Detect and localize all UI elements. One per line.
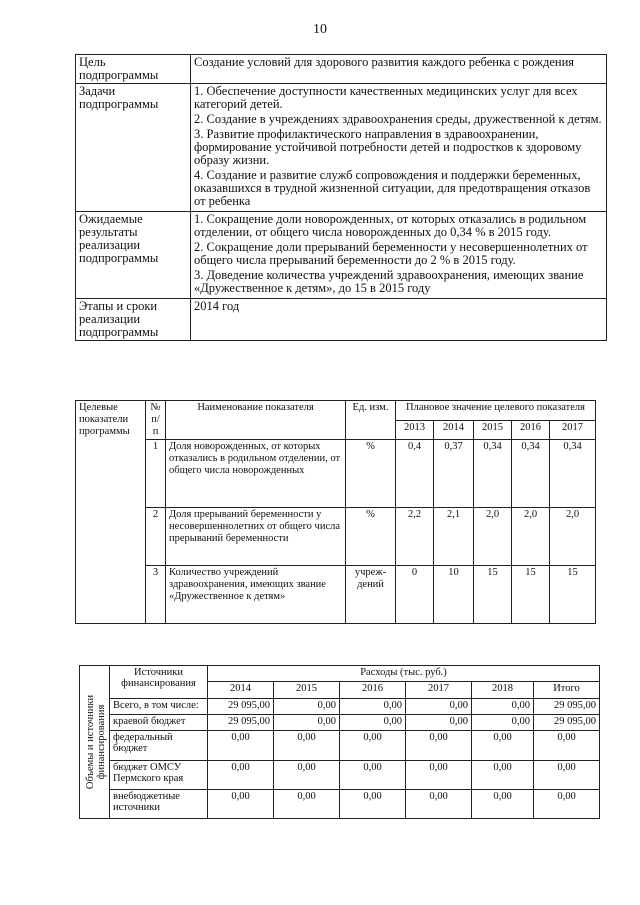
source-name: внебюджетные источники <box>110 789 208 818</box>
expense-value: 0,00 <box>340 715 406 731</box>
expense-value: 29 095,00 <box>208 698 274 714</box>
finance-side-label: Объемы и источники финансирования <box>85 694 107 790</box>
col-number-header: № п/п <box>146 401 166 440</box>
expense-total: 0,00 <box>534 760 600 789</box>
task-item: 4. Создание и развитие служб сопровождения и поддержки беременных, оказавшихся в трудной жизненной ситуации, для предотвращения отказов от ребенка <box>194 168 591 208</box>
page-number: 10 <box>313 22 327 37</box>
expense-value: 0,00 <box>208 731 274 760</box>
expense-value: 0,00 <box>340 698 406 714</box>
year-header: 2016 <box>512 420 550 440</box>
expense-value: 0,00 <box>274 731 340 760</box>
expense-value: 0,00 <box>340 760 406 789</box>
result-item: 1. Сокращение доли новорожденных, от которых отказались в родильном отделении, от общего числа новорожденных до 0,34 % в 2015 году. <box>194 212 587 239</box>
indicator-row <box>76 566 596 624</box>
expense-value: 0,00 <box>340 789 406 818</box>
expense-total: 29 095,00 <box>534 698 600 714</box>
indicator-value: 15 <box>512 566 550 624</box>
finance-row <box>80 731 600 760</box>
expense-value: 0,00 <box>406 760 472 789</box>
col-expenses-header: Расходы (тыс. руб.) <box>208 666 600 682</box>
expense-value: 29 095,00 <box>208 715 274 731</box>
indicator-value: 15 <box>550 566 596 624</box>
subprogram-passport-table <box>75 54 607 341</box>
results-label: Ожидаемые результаты реализации подпрограммы <box>76 212 191 299</box>
tasks-row <box>76 84 607 212</box>
expense-value: 0,00 <box>406 731 472 760</box>
year-header: 2013 <box>396 420 434 440</box>
expense-total: 0,00 <box>534 789 600 818</box>
expense-value: 0,00 <box>472 760 534 789</box>
source-name: краевой бюджет <box>110 715 208 731</box>
expense-value: 0,00 <box>208 789 274 818</box>
indicator-unit: % <box>346 440 396 508</box>
expense-value: 0,00 <box>208 760 274 789</box>
goal-text: Создание условий для здорового развития каждого ребенка с рождения <box>191 55 607 84</box>
indicators-section-label: Целевые показатели программы <box>76 401 146 624</box>
indicator-name: Количество учреждений здравоохранения, имеющих звание «Дружественное к детям» <box>166 566 346 624</box>
indicator-name: Доля новорожденных, от которых отказались в родильном отделении, от общего числа новорожденных <box>166 440 346 508</box>
tasks-label: Задачи подпрограммы <box>76 84 191 212</box>
year-header: 2015 <box>474 420 512 440</box>
indicator-value: 0,4 <box>396 440 434 508</box>
indicator-value: 0 <box>396 566 434 624</box>
indicator-value: 10 <box>434 566 474 624</box>
source-name: федеральный бюджет <box>110 731 208 760</box>
row-number: 2 <box>146 508 166 566</box>
indicator-row <box>76 440 596 508</box>
finance-side-label-cell <box>80 666 110 819</box>
source-name: Всего, в том числе: <box>110 698 208 714</box>
finance-header-row <box>80 666 600 682</box>
task-item: 3. Развитие профилактического направления в здравоохранении, формирование устойчивой потребности детей и подростков к здоровому образу жизни. <box>194 127 582 167</box>
expense-value: 0,00 <box>406 698 472 714</box>
stages-label: Этапы и сроки реализации подпрограммы <box>76 299 191 341</box>
indicator-value: 0,34 <box>512 440 550 508</box>
col-sources-header: Источники финансирования <box>110 666 208 699</box>
expense-value: 0,00 <box>406 789 472 818</box>
indicators-header-row <box>76 401 596 421</box>
year-header: 2014 <box>208 682 274 698</box>
indicator-value: 2,0 <box>512 508 550 566</box>
result-item: 2. Сокращение доли прерываний беременности у несовершеннолетних от общего числа прерываний беременности до 2 % в 2015 году. <box>194 240 588 267</box>
expense-value: 0,00 <box>274 760 340 789</box>
expense-value: 0,00 <box>274 789 340 818</box>
indicator-row <box>76 508 596 566</box>
task-item: 1. Обеспечение доступности качественных медицинских услуг для всех категорий детей. <box>194 84 578 111</box>
expense-value: 0,00 <box>274 698 340 714</box>
stages-row <box>76 299 607 341</box>
indicator-unit: % <box>346 508 396 566</box>
finance-row <box>80 715 600 731</box>
expense-total: 29 095,00 <box>534 715 600 731</box>
indicator-value: 0,34 <box>474 440 512 508</box>
indicator-value: 2,0 <box>550 508 596 566</box>
indicator-value: 0,37 <box>434 440 474 508</box>
source-name: бюджет ОМСУ Пермского края <box>110 760 208 789</box>
row-number: 3 <box>146 566 166 624</box>
expense-total: 0,00 <box>534 731 600 760</box>
indicator-name: Доля прерываний беременности у несовершеннолетних от общего числа прерываний беременности <box>166 508 346 566</box>
expense-value: 0,00 <box>472 698 534 714</box>
finance-row <box>80 789 600 818</box>
expense-value: 0,00 <box>472 731 534 760</box>
goal-label: Цель подпрограммы <box>76 55 191 84</box>
total-header: Итого <box>534 682 600 698</box>
goal-row <box>76 55 607 84</box>
stages-text: 2014 год <box>191 299 607 341</box>
year-header: 2017 <box>406 682 472 698</box>
indicator-value: 2,1 <box>434 508 474 566</box>
indicator-value: 2,2 <box>396 508 434 566</box>
year-header: 2016 <box>340 682 406 698</box>
indicator-value: 0,34 <box>550 440 596 508</box>
year-header: 2014 <box>434 420 474 440</box>
expense-value: 0,00 <box>406 715 472 731</box>
task-item: 2. Создание в учреждениях здравоохранения среды, дружественной к детям. <box>194 112 602 126</box>
indicator-value: 2,0 <box>474 508 512 566</box>
target-indicators-table <box>75 400 596 624</box>
financing-table <box>79 665 600 819</box>
col-planned-header: Плановое значение целевого показателя <box>396 401 596 421</box>
row-number: 1 <box>146 440 166 508</box>
finance-row <box>80 760 600 789</box>
year-header: 2015 <box>274 682 340 698</box>
results-cell <box>191 212 607 299</box>
year-header: 2017 <box>550 420 596 440</box>
expense-value: 0,00 <box>472 715 534 731</box>
results-row <box>76 212 607 299</box>
indicator-value: 15 <box>474 566 512 624</box>
tasks-cell <box>191 84 607 212</box>
year-header: 2018 <box>472 682 534 698</box>
result-item: 3. Доведение количества учреждений здравоохранения, имеющих звание «Дружественное к детям», до 15 в 2015 году <box>194 268 584 295</box>
col-unit-header: Ед. изм. <box>346 401 396 440</box>
expense-value: 0,00 <box>340 731 406 760</box>
indicator-unit: учреж-дений <box>346 566 396 624</box>
expense-value: 0,00 <box>472 789 534 818</box>
expense-value: 0,00 <box>274 715 340 731</box>
finance-row <box>80 698 600 714</box>
col-name-header: Наименование показателя <box>166 401 346 440</box>
